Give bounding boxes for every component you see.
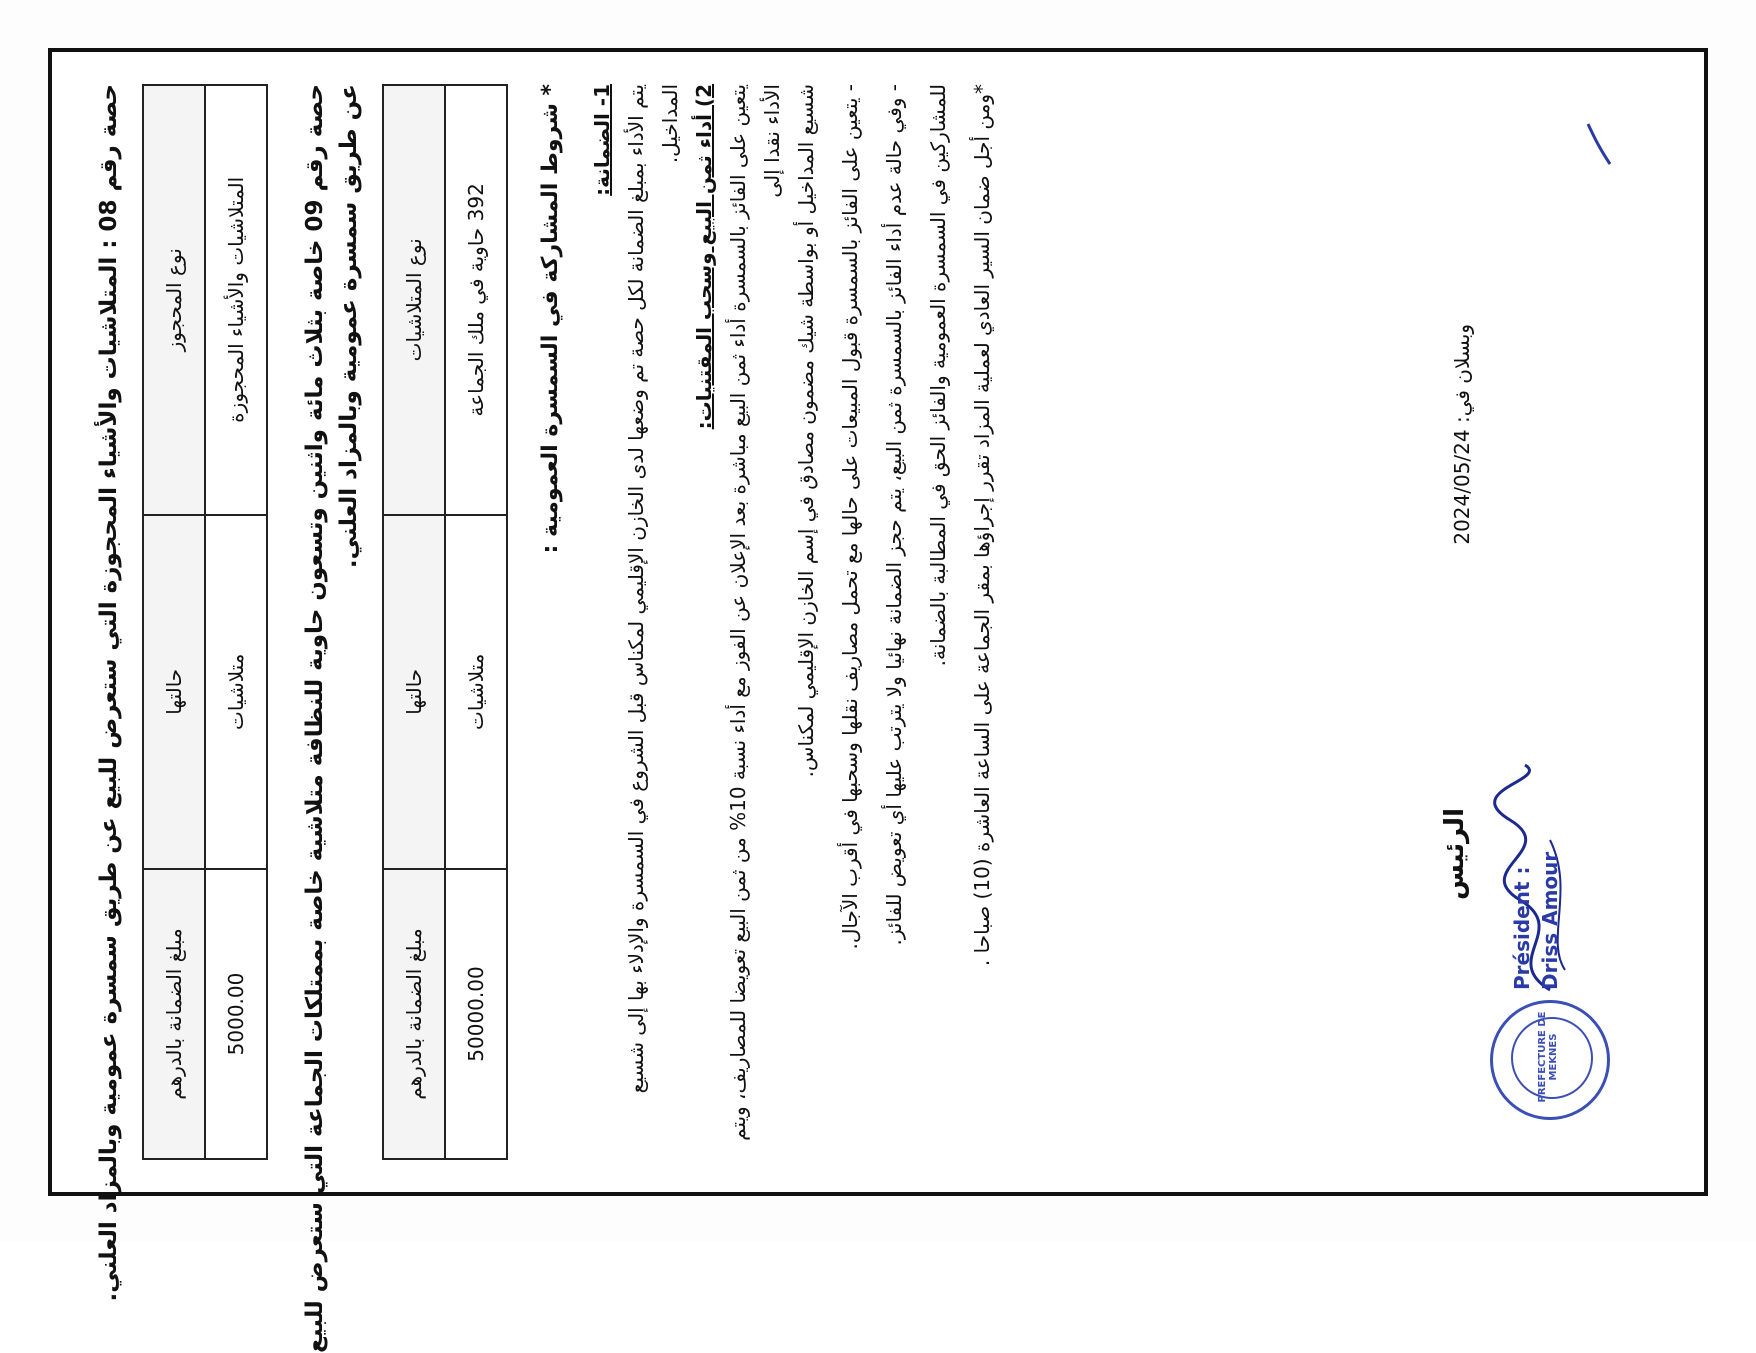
table-header-row	[383, 85, 445, 1159]
lot-8-cell-state: متلاشيات	[205, 515, 267, 869]
document-content	[56, 56, 1700, 1353]
conditions-title: * شروط المشاركة في السمسرة العمومية :	[538, 84, 563, 554]
lot-9-header-amount: مبلغ الضمانة بالدرهم	[383, 869, 445, 1159]
stamp-and-signature	[1490, 760, 1630, 1120]
lot-8-cell-type: المتلاشيات والأشياء المحجوزة	[205, 85, 267, 515]
signed-place-date: وبسلان في: 2024/05/24	[1450, 324, 1474, 545]
stamp-text: PREFECTURE DE MEKNES	[1537, 1011, 1559, 1103]
lot-9-cell-type: 392 حاوية في ملك الجماعة	[445, 85, 507, 515]
pen-mark-icon	[1580, 114, 1620, 174]
president-name: Driss Amour	[1538, 851, 1562, 990]
document-frame	[48, 48, 1708, 1353]
lot-8-cell-amount: 5000.00	[205, 869, 267, 1159]
table-row	[445, 85, 507, 1159]
condition-item-non-payment: - وفي حالة عدم أداء الفائز بالسمسرة ثمن البيع، يتم حجز الضمانة نهائيا ولا يترتب عليها أي تعويض للفائز.	[882, 84, 906, 946]
guarantee-text: يتم الأداء بمبلغ الضمانة لكل حصة تم وضعها لدى الخازن الإقليمي لمكناس قبل الشروع في السمسرة والإدلاء بها إلى شسيع المداخيل.	[624, 84, 682, 1094]
condition-item-acceptance: - يتعين على الفائز بالسمسرة قبول المبيعات على حالها مع تحمل مصاريف نقلها وسحبها في أقرب الآجال.	[838, 84, 862, 950]
guarantee-title: 1- الضمانة:	[590, 84, 614, 196]
signature-area	[1410, 84, 1640, 1160]
payment-title: 2) أداء ثمن البيع وسحب المقتنيات:	[692, 84, 716, 430]
lot-9-cell-amount: 50000.00	[445, 869, 507, 1159]
table-header-row	[143, 85, 205, 1159]
lot-8-header-amount: مبلغ الضمانة بالدرهم	[143, 869, 205, 1159]
lot-9-cell-state: متلاشيات	[445, 515, 507, 869]
payment-text-line-1: يتعين على الفائز بالسمسرة أداء ثمن البيع مباشرة بعد الإعلان عن الفوز مع أداء نسبة 10% من ثمن البيع تعويضا للمصاريف، ويتم الأداء نقدا إلى	[726, 84, 784, 1141]
lot-8-header-state: حالتها	[143, 515, 205, 869]
lot-8-header-type: نوع المحجوز	[143, 85, 205, 515]
lot-9-header-state: حالتها	[383, 515, 445, 869]
president-title: الرئيس	[1440, 808, 1470, 900]
condition-item-schedule: *ومن أجل ضمان السير العادي لعملية المزاد تقرر إجراؤها بمقر الجماعة على الساعة العاشرة (10) صباحا .	[970, 84, 994, 967]
lot-8-table	[142, 84, 268, 1160]
lot-9-table	[382, 84, 508, 1160]
condition-item-refund: للمشاركين في السمسرة العمومية والفائز الحق في المطالبة بالضمانة.	[926, 84, 950, 667]
lot-9-title-line-1: حصة رقم 09 خاصة بثلاث مائة واثنين وتسعون حاوية للنظافة متلاشية خاصة بممتلكات الجماعة التي ستعرض للبيع	[302, 84, 328, 1353]
handwritten-signature-icon	[1490, 760, 1580, 1000]
table-row	[205, 85, 267, 1159]
president-label-latin: Président :	[1510, 866, 1534, 990]
payment-text-line-2: شسيع المداخيل أو بواسطة شيك مضمون مصادق في إسم الخازن الإقليمي لمكناس.	[794, 84, 818, 778]
lot-8-title: حصة رقم 08 : المتلاشيات والأشياء المحجوزة التي ستعرض للبيع عن طريق سمسرة عمومية وبالمزاد العلني.	[96, 84, 122, 1302]
official-stamp-icon	[1490, 1000, 1610, 1120]
lot-9-title-line-2: عن طريق سمسرة عمومية وبالمزاد العلني.	[336, 84, 362, 569]
lot-9-header-type: نوع المتلاشيات	[383, 85, 445, 515]
